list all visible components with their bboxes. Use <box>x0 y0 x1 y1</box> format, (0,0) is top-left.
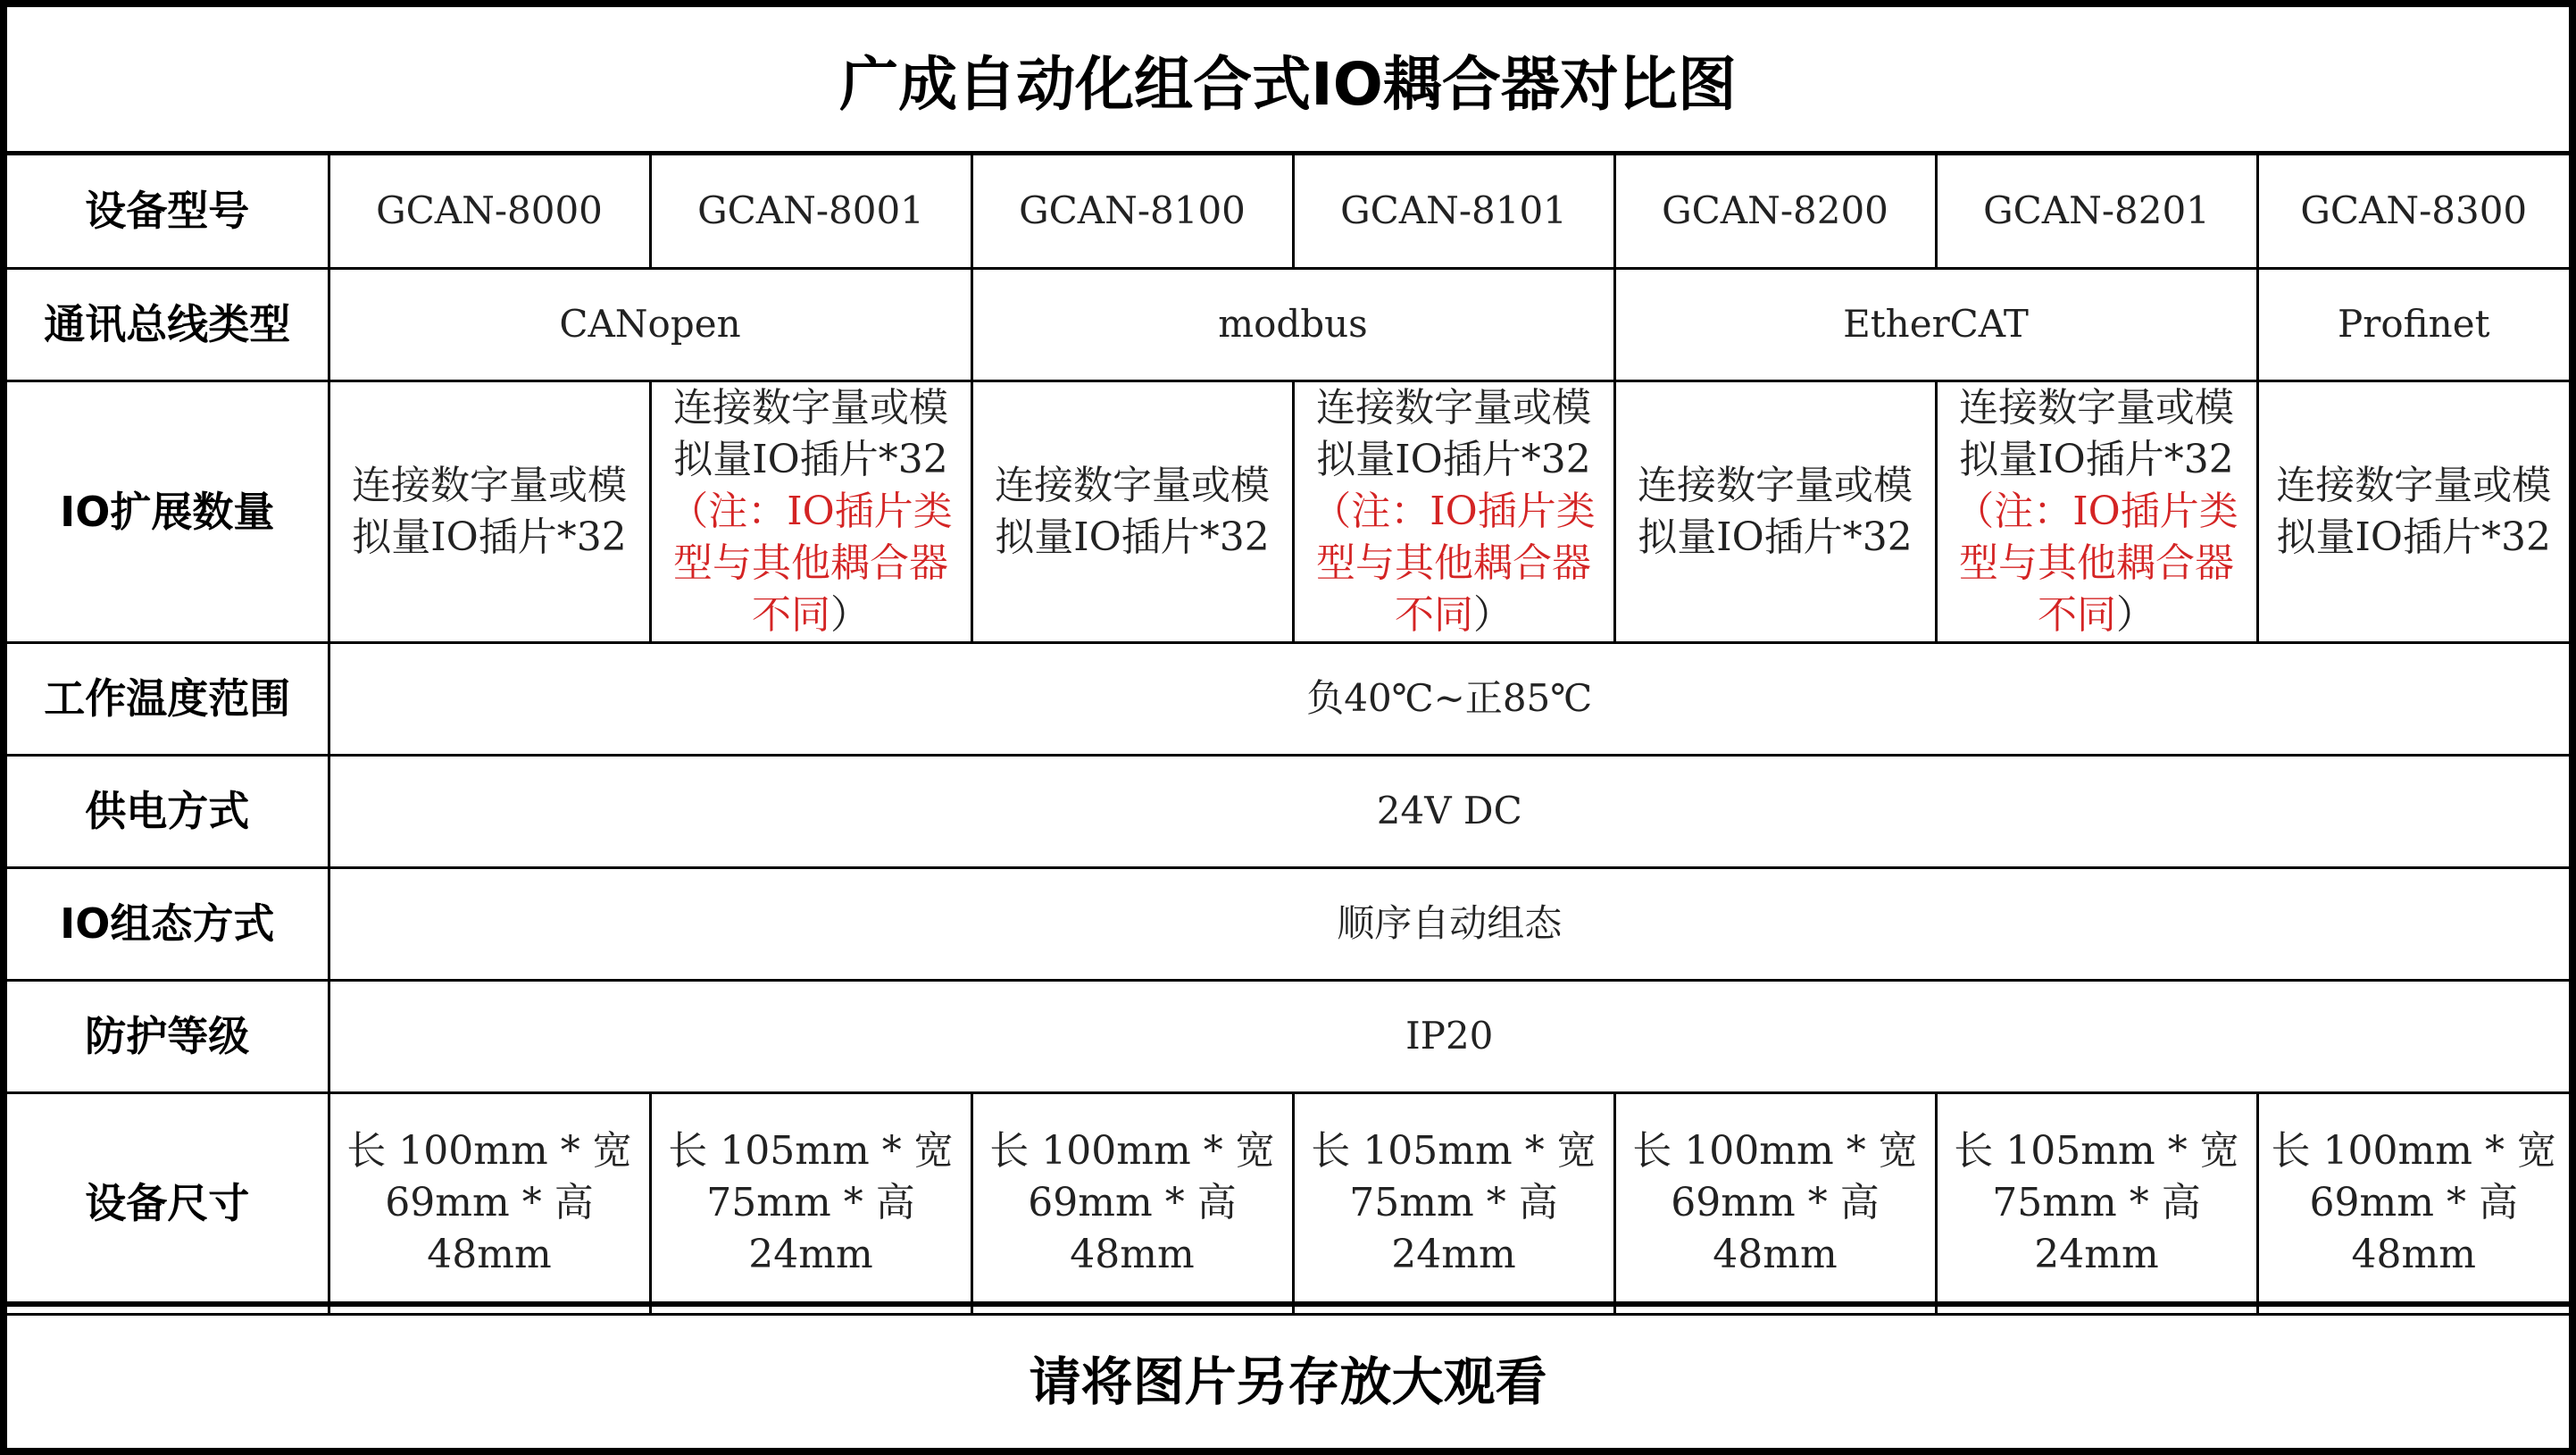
io-config-value: 顺序自动组态 <box>329 867 2569 980</box>
io-count-main: 连接数字量或模拟量IO插片*32 <box>1959 384 2234 482</box>
row-label-temperature: 工作温度范围 <box>7 642 329 755</box>
row-label-io-count: IO扩展数量 <box>7 380 329 642</box>
bus-cell-canopen: CANopen <box>329 268 971 380</box>
model-cell: GCAN-8001 <box>650 155 971 268</box>
io-count-note: （注：IO插片类型与其他耦合器不同 <box>1312 488 1596 638</box>
row-io-count <box>7 380 2569 642</box>
io-count-cell-extended <box>1293 380 1614 642</box>
bus-cell-profinet: Profinet <box>2257 268 2569 380</box>
power-value: 24V DC <box>329 755 2569 867</box>
io-count-note: （注：IO插片类型与其他耦合器不同 <box>1955 488 2238 638</box>
protection-value: IP20 <box>329 980 2569 1092</box>
size-cell: 长 105mm * 宽75mm * 高 24mm <box>1293 1092 1614 1314</box>
size-cell: 长 100mm * 宽69mm * 高 48mm <box>971 1092 1293 1314</box>
row-label-protection: 防护等级 <box>7 980 329 1092</box>
io-count-close: ） <box>2116 591 2155 638</box>
comparison-table <box>7 155 2569 1316</box>
footer-note: 请将图片另存放大观看 <box>7 1301 2569 1448</box>
size-cell: 长 100mm * 宽69mm * 高 48mm <box>329 1092 650 1314</box>
row-label-model: 设备型号 <box>7 155 329 268</box>
size-cell: 长 100mm * 宽69mm * 高 48mm <box>2257 1092 2569 1314</box>
bus-cell-modbus: modbus <box>971 268 1614 380</box>
size-cell: 长 105mm * 宽75mm * 高 24mm <box>650 1092 971 1314</box>
row-power <box>7 755 2569 867</box>
temperature-value: 负40℃~正85℃ <box>329 642 2569 755</box>
model-cell: GCAN-8200 <box>1614 155 1936 268</box>
row-label-size: 设备尺寸 <box>7 1092 329 1314</box>
io-count-cell-extended <box>1936 380 2257 642</box>
size-cell: 长 105mm * 宽75mm * 高24mm <box>1936 1092 2257 1314</box>
model-cell: GCAN-8000 <box>329 155 650 268</box>
bus-cell-ethercat: EtherCAT <box>1614 268 2257 380</box>
row-label-power: 供电方式 <box>7 755 329 867</box>
row-bus <box>7 268 2569 380</box>
io-count-main: 连接数字量或模拟量IO插片*32 <box>673 384 948 482</box>
row-size <box>7 1092 2569 1314</box>
row-io-config <box>7 867 2569 980</box>
io-count-cell: 连接数字量或模拟量IO插片*32 <box>2257 380 2569 642</box>
page-title: 广成自动化组合式IO耦合器对比图 <box>7 7 2569 155</box>
model-cell: GCAN-8101 <box>1293 155 1614 268</box>
size-cell: 长 100mm * 宽69mm * 高 48mm <box>1614 1092 1936 1314</box>
io-count-close: ） <box>830 591 870 638</box>
model-cell: GCAN-8300 <box>2257 155 2569 268</box>
row-label-bus: 通讯总线类型 <box>7 268 329 380</box>
io-count-main: 连接数字量或模拟量IO插片*32 <box>1316 384 1591 482</box>
io-count-cell-extended <box>650 380 971 642</box>
model-cell: GCAN-8201 <box>1936 155 2257 268</box>
io-count-close: ） <box>1473 591 1513 638</box>
io-count-cell: 连接数字量或模拟量IO插片*32 <box>329 380 650 642</box>
row-temperature <box>7 642 2569 755</box>
row-protection <box>7 980 2569 1092</box>
row-label-io-config: IO组态方式 <box>7 867 329 980</box>
model-cell: GCAN-8100 <box>971 155 1293 268</box>
io-count-cell: 连接数字量或模拟量IO插片*32 <box>971 380 1293 642</box>
io-count-cell: 连接数字量或模拟量IO插片*32 <box>1614 380 1936 642</box>
row-model <box>7 155 2569 268</box>
io-count-note: （注：IO插片类型与其他耦合器不同 <box>669 488 953 638</box>
